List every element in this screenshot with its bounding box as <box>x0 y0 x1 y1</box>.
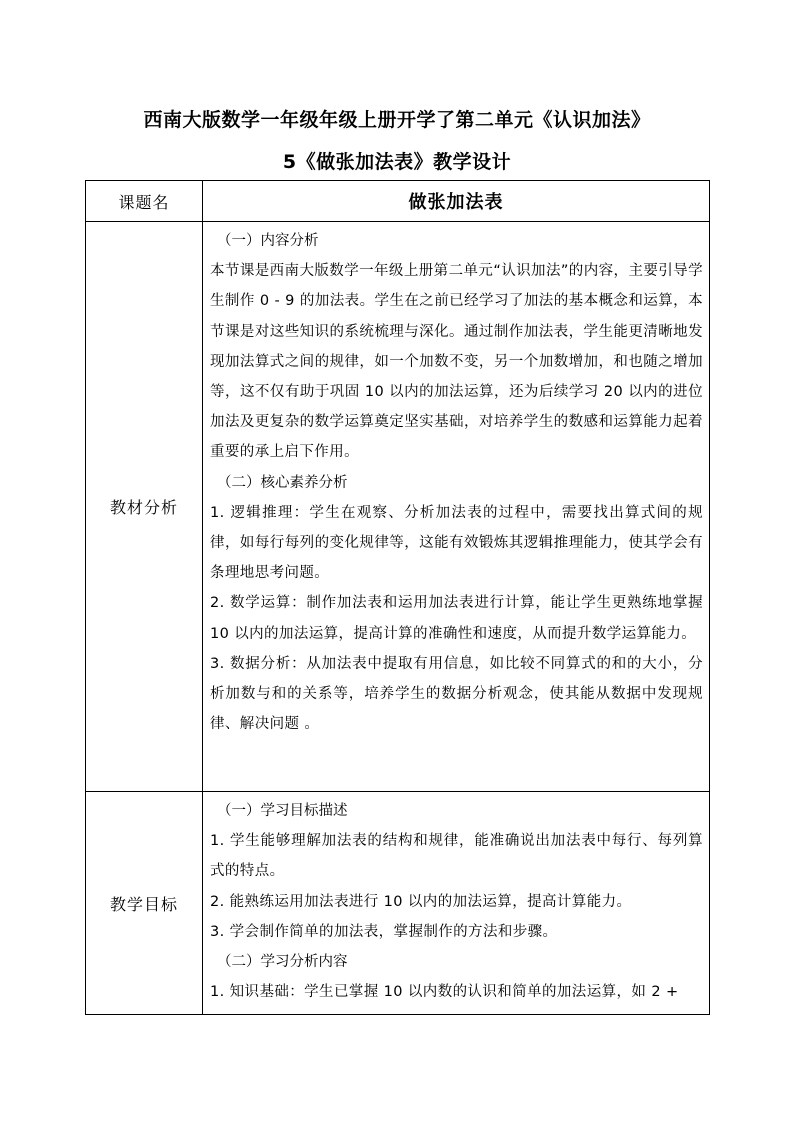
table-row-topic <box>86 181 710 222</box>
document-title: 西南大版数学一年级年级上册开学了第二单元《认识加法》 <box>143 109 651 131</box>
literacy-item-operation: 2. 数学运算：制作加法表和运用加法表进行计算，能让学生更熟练地掌握 10 以内的加法运算，提高计算的准确性和速度，从而提升数学运算能力。 <box>210 595 703 642</box>
goal-item-3: 3. 学会制作简单的加法表，掌握制作的方法和步骤。 <box>210 923 558 940</box>
topic-label-cell: 课题名 <box>86 181 203 222</box>
learn-item-1: 1. 知识基础：学生已掌握 10 以内数的认识和简单的加法运算，如 2 + <box>210 984 679 1001</box>
analysis-content-cell <box>203 222 710 792</box>
literacy-item-reasoning: 1. 逻辑推理：学生在观察、分析加法表的过程中，需要找出算式间的规律，如每行每列的变化规律等，这能有效锻炼其逻辑推理能力，使其学会有条理地思考问题。 <box>210 504 703 582</box>
literacy-analysis-heading: （二）核心素养分析 <box>217 474 348 491</box>
literacy-item-data: 3. 数据分析：从加法表中提取有用信息，如比较不同算式的和的大小，分析加数与和的关系等，培养学生的数据分析观念，使其能从数据中发现规律、解决问题 。 <box>210 655 703 733</box>
analysis-label-cell: 教材分析 <box>86 222 203 792</box>
lesson-plan-table <box>85 180 710 1015</box>
document-subtitle: 5《做张加法表》教学设计 <box>282 151 512 173</box>
table-row-goals <box>86 792 710 1015</box>
goal-item-1: 1. 学生能够理解加法表的结构和规律，能准确说出加法表中每行、每列算式的特点。 <box>210 833 703 880</box>
goals-content-cell <box>203 792 710 1015</box>
goal-item-2: 2. 能熟练运用加法表进行 10 以内的加法运算，提高计算能力。 <box>210 893 632 910</box>
content-analysis-text: 本节课是西南大版数学一年级上册第二单元“认识加法”的内容，主要引导学生制作 0 - 9 的加法表。学生在之前已经学习了加法的基本概念和运算，本节课是对这些知识的系统梳理与深化。通过制作加法表，学生能更清晰地发现加法算式之间的规律，如一个加数不变，另一个加数增加，和也随之增加等，这不仅有助于巩固 10 以内的加法运算，还为后续学习 20 以内的进位加法及更复杂的数学运算奠定坚实基础，对培养学生的数感和运算能力起着重要的承上启下作用。 <box>210 263 703 461</box>
learn-analysis-heading: （二）学习分析内容 <box>217 954 348 971</box>
goals-label-cell: 教学目标 <box>86 792 203 1015</box>
table-row-analysis <box>86 222 710 792</box>
topic-value-cell: 做张加法表 <box>203 181 710 222</box>
content-analysis-heading: （一）内容分析 <box>217 233 319 249</box>
goals-desc-heading: （一）学习目标描述 <box>217 803 348 819</box>
